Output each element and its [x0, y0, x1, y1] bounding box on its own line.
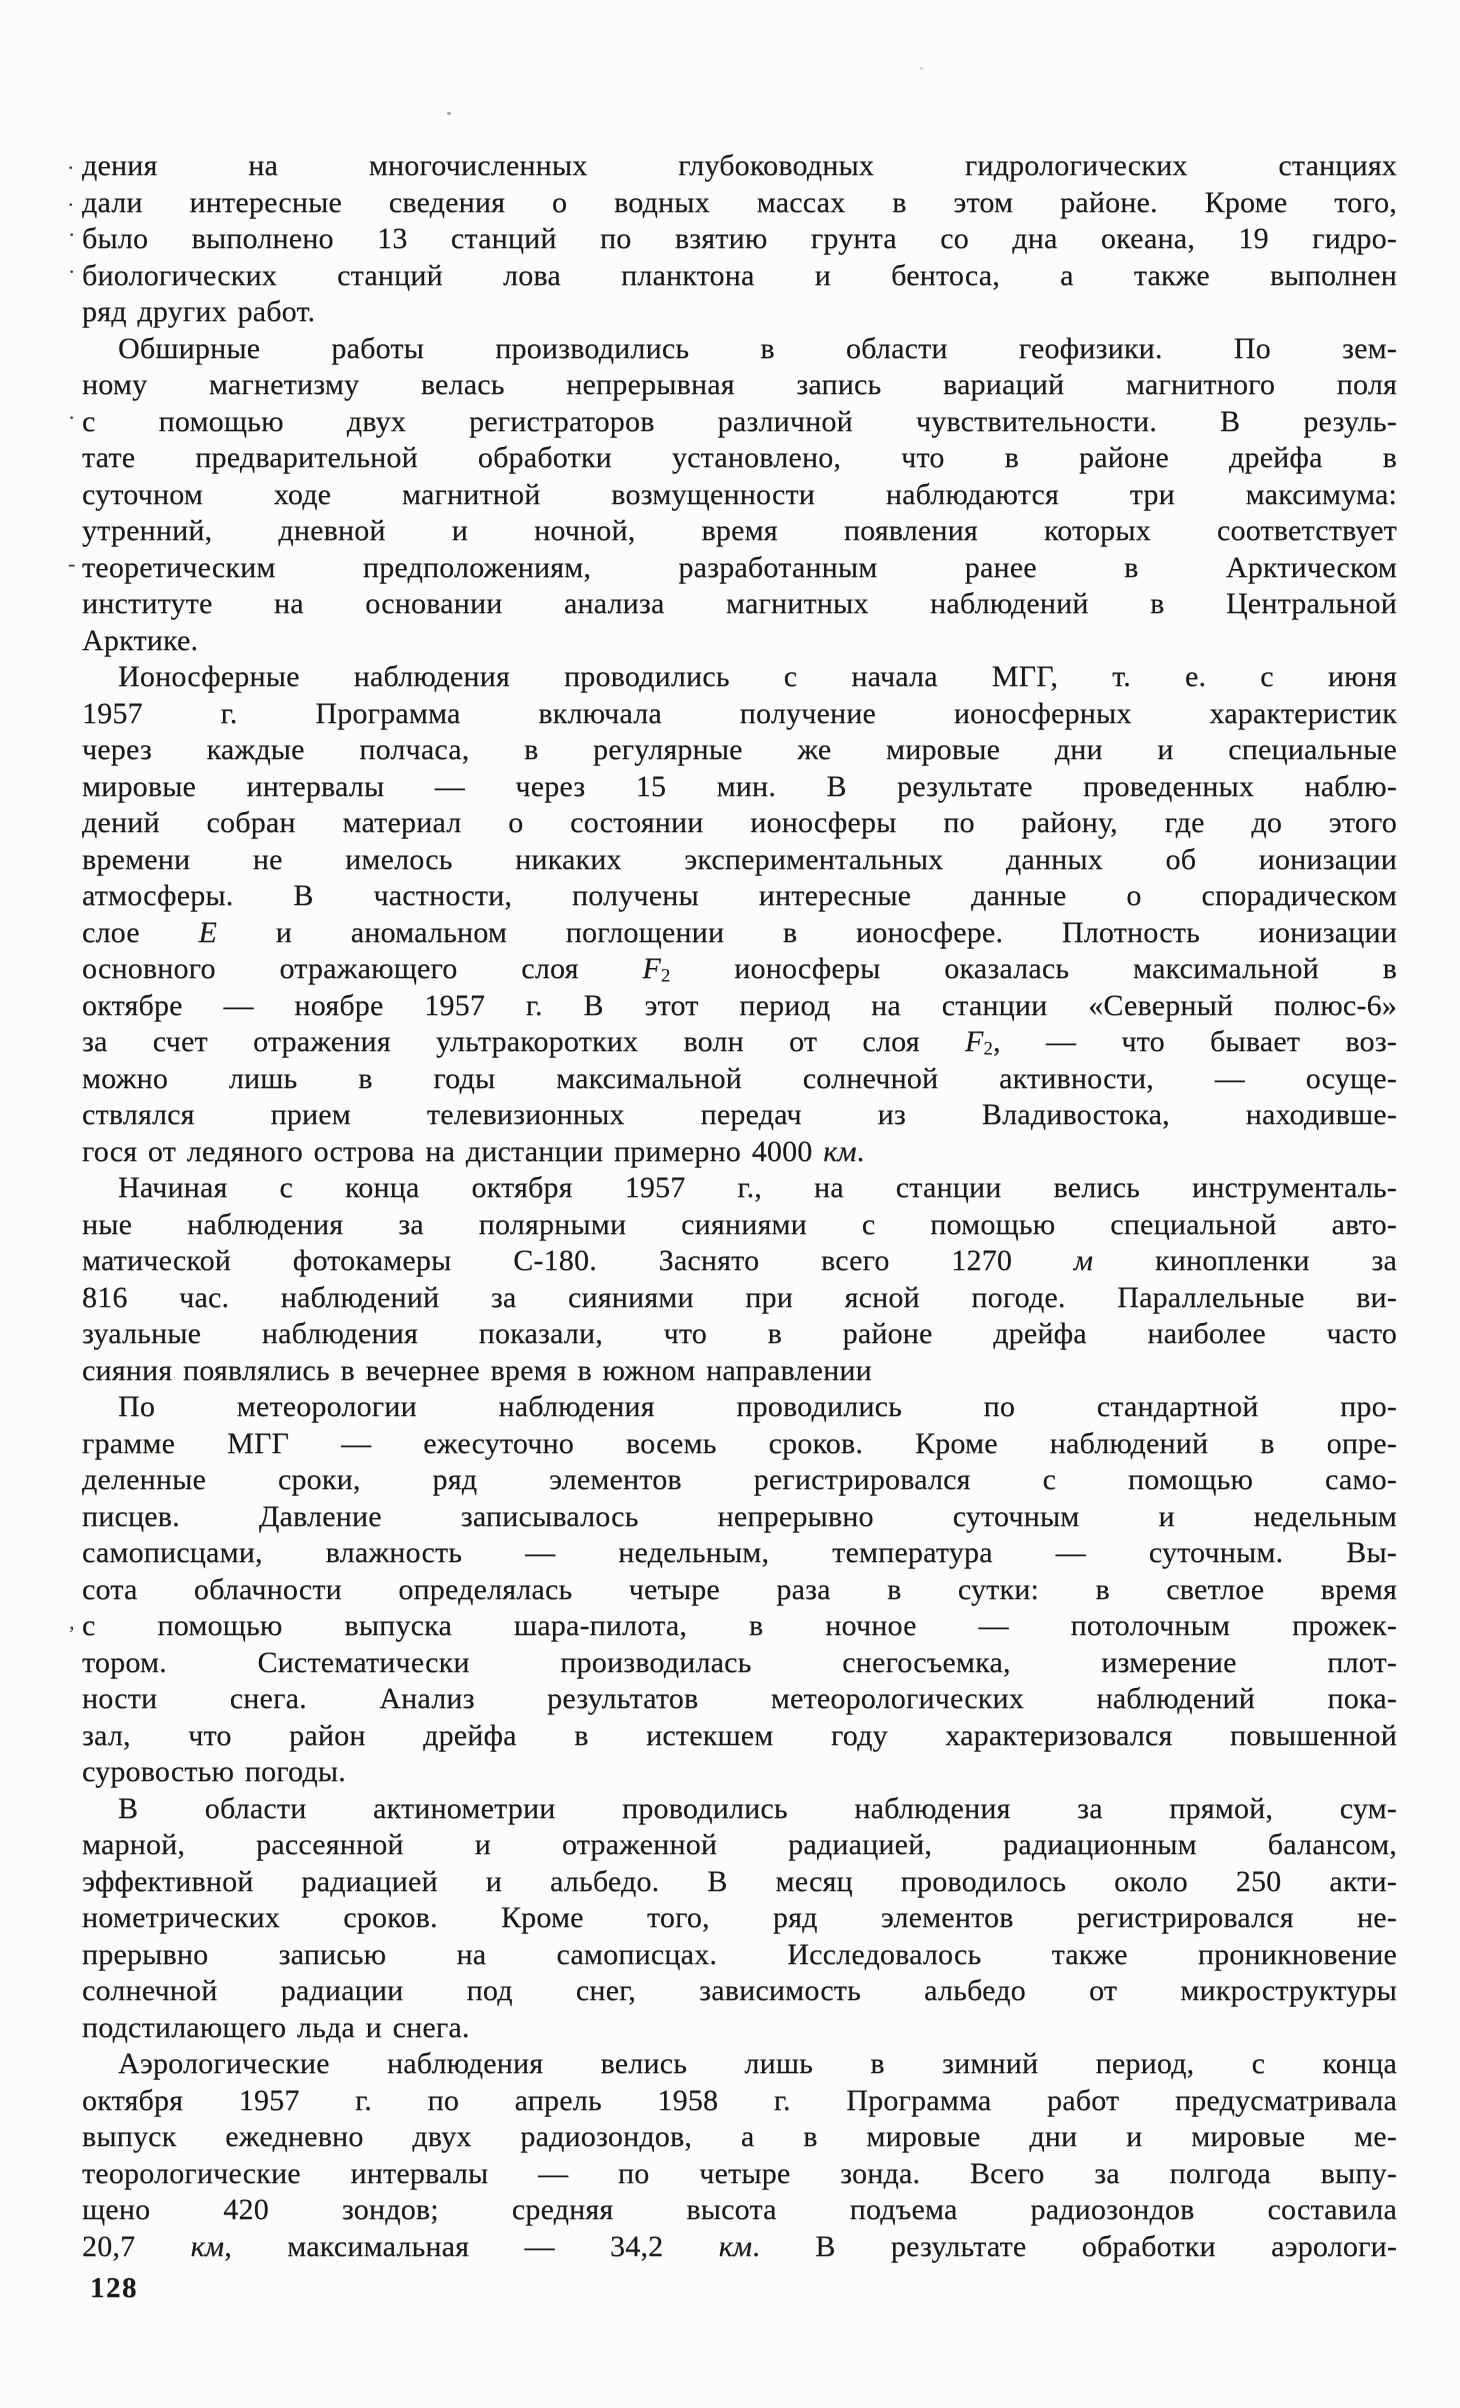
- text-line: [82, 769, 1397, 806]
- text-line: [82, 2192, 1397, 2229]
- text-line: [68, 550, 1397, 587]
- text-segment: биологических станций лова планктона и бентоса, а также выполнен: [82, 258, 1397, 292]
- text-segment: 20,7: [82, 2229, 191, 2263]
- text-segment: км: [190, 2229, 225, 2263]
- text-line: [82, 1243, 1397, 1280]
- text-segment: теоретическим предположениям, разработанным ранее в Арктическом: [82, 550, 1397, 584]
- text-line: [82, 2156, 1397, 2193]
- text-line: [82, 805, 1397, 842]
- text-segment: Ионосферные наблюдения проводились с начала МГГ, т. е. с июня: [118, 660, 1397, 693]
- scan-speck: [447, 112, 451, 115]
- text-segment: с помощью выпуска шара-пилота, в ночное — потолочным прожек-: [82, 1609, 1397, 1642]
- text-line: [82, 1061, 1397, 1098]
- text-line: [82, 1864, 1397, 1901]
- text-line: [82, 2229, 1397, 2266]
- text-line: [82, 878, 1397, 915]
- text-line: [82, 696, 1397, 733]
- scan-mark: .: [68, 185, 74, 211]
- text-segment: времени не имелось никаких экспериментальных данных об ионизации: [82, 842, 1397, 876]
- text-segment: подстилающего льда и снега.: [82, 2010, 470, 2044]
- text-segment: с помощью двух регистраторов различной чувствительности. В резуль-: [82, 404, 1397, 438]
- text-line: [82, 915, 1397, 952]
- text-segment: В области актинометрии проводились наблюдения за прямой, сум-: [118, 1791, 1397, 1825]
- text-segment: суровостью погоды.: [82, 1755, 346, 1788]
- scan-mark: ·: [68, 258, 76, 284]
- text-segment: сота облачности определялась четыре раза в сутки: в светлое время: [82, 1572, 1397, 1606]
- text-segment: и аномальном поглощении в ионосфере. Плотность ионизации: [217, 915, 1397, 949]
- text-line: [82, 513, 1397, 550]
- text-segment: самописцами, влажность — недельным, температура — суточным. Вы-: [82, 1536, 1397, 1569]
- scan-mark: ·: [68, 222, 76, 247]
- text-line: [82, 1280, 1397, 1317]
- text-segment: суточном ходе магнитной возмущенности наблюдаются три максимума:: [82, 477, 1397, 511]
- text-line: [82, 367, 1397, 404]
- text-segment: сияния появлялись в вечернее время в южном направлении: [82, 1353, 872, 1387]
- text-segment: ионосферы оказалась максимальной в: [670, 952, 1397, 985]
- page-number: 128: [90, 2272, 138, 2304]
- document-body: [68, 148, 1398, 2265]
- text-segment: кинопленки за: [1093, 1244, 1397, 1277]
- text-segment: Обширные работы производились в области геофизики. По зем-: [118, 331, 1397, 365]
- text-segment: дали интересные сведения о водных массах в этом районе. Кроме того,: [82, 185, 1397, 219]
- text-segment: мировые интервалы — через 15 мин. В результате проведенных наблю-: [82, 769, 1397, 803]
- text-segment: ствлялся прием телевизионных передач из Владивостока, находивше-: [82, 1098, 1397, 1131]
- text-line: [82, 1827, 1397, 1864]
- text-line: [82, 732, 1397, 769]
- text-line: [82, 1316, 1397, 1353]
- text-segment: , максимальная — 34,2: [224, 2229, 719, 2263]
- text-segment: октября 1957 г. по апрель 1958 г. Программа работ предусматривала: [82, 2083, 1397, 2117]
- text-segment: км: [718, 2229, 753, 2263]
- text-segment: институте на основании анализа магнитных наблюдений в Центральной: [82, 587, 1397, 620]
- text-line: [82, 1791, 1397, 1828]
- text-line: [82, 842, 1397, 879]
- text-segment: атмосферы. В частности, получены интересные данные о спорадическом: [82, 879, 1397, 912]
- text-line: [82, 1535, 1397, 1572]
- scan-mark: ‚: [68, 1609, 76, 1634]
- text-line: [82, 1718, 1397, 1755]
- text-segment: щено 420 зондов; средняя высота подъема радиозондов составила: [82, 2193, 1397, 2226]
- text-segment: 2: [660, 965, 671, 987]
- text-line: [82, 951, 1397, 988]
- text-segment: 816 час. наблюдений за сияниями при ясной погоде. Параллельные ви-: [82, 1280, 1397, 1314]
- text-segment: тате предварительной обработки установлено, что в районе дрейфа в: [82, 441, 1397, 474]
- text-segment: солнечной радиации под снег, зависимость альбедо от микроструктуры: [82, 1974, 1397, 2007]
- text-segment: дений собран материал о состоянии ионосферы по району, где до этого: [82, 806, 1397, 839]
- text-block: [68, 148, 1398, 2305]
- text-segment: писцев. Давление записывалось непрерывно суточным и недельным: [82, 1499, 1397, 1533]
- text-segment: грамме МГГ — ежесуточно восемь сроков. Кроме наблюдений в опре-: [82, 1426, 1397, 1460]
- text-segment: утренний, дневной и ночной, время появления которых соответствует: [82, 514, 1397, 547]
- text-line: [68, 1608, 1397, 1645]
- text-segment: F: [642, 952, 661, 985]
- text-segment: F: [964, 1025, 984, 1058]
- text-segment: было выполнено 13 станций по взятию грунта со дна океана, 19 гидро-: [82, 222, 1397, 255]
- text-segment: зуальные наблюдения показали, что в районе дрейфа наиболее часто: [82, 1317, 1397, 1350]
- text-line: [82, 1134, 1397, 1171]
- text-line: [82, 1462, 1397, 1499]
- text-segment: 2: [983, 1038, 994, 1060]
- text-segment: ряд других работ.: [82, 295, 316, 328]
- text-line: [82, 1024, 1397, 1061]
- text-segment: теорологические интервалы — по четыре зонда. Всего за полгода выпу-: [82, 2156, 1397, 2190]
- text-segment: дения на многочисленных глубоководных гидрологических станциях: [82, 149, 1397, 182]
- text-segment: нометрических сроков. Кроме того, ряд элементов регистрировался не-: [82, 1901, 1397, 1934]
- text-segment: марной, рассеянной и отраженной радиацией, радиационным балансом,: [82, 1828, 1397, 1861]
- text-segment: тором. Систематически производилась снегосъемка, измерение плот-: [82, 1645, 1397, 1679]
- text-line: [82, 1937, 1397, 1974]
- text-segment: м: [1073, 1244, 1094, 1277]
- text-line: [82, 1426, 1397, 1463]
- scan-mark: ·: [68, 404, 76, 430]
- text-segment: деленные сроки, ряд элементов регистрировался с помощью само-: [82, 1463, 1397, 1496]
- text-line: [82, 1754, 1397, 1791]
- text-line: [82, 659, 1397, 696]
- text-line: [68, 221, 1397, 258]
- text-line: [82, 988, 1397, 1025]
- text-line: [82, 477, 1397, 514]
- text-line: [82, 2083, 1397, 2120]
- text-line: [82, 1973, 1397, 2010]
- text-line: [82, 2119, 1397, 2156]
- text-segment: зал, что район дрейфа в истекшем году характеризовался повышенной: [82, 1718, 1397, 1752]
- text-segment: эффективной радиацией и альбедо. В месяц проводилось около 250 акти-: [82, 1864, 1397, 1898]
- text-line: [82, 331, 1397, 368]
- text-segment: . В результате обработки аэрологи-: [752, 2229, 1398, 2263]
- text-line: [82, 1645, 1397, 1682]
- text-line: [82, 2010, 1397, 2047]
- text-line: [68, 404, 1397, 441]
- text-segment: октябре — ноябре 1957 г. В этот период на станции «Северный полюс-6»: [82, 988, 1397, 1022]
- text-segment: основного отражающего слоя: [82, 952, 643, 985]
- text-line: [82, 1207, 1397, 1244]
- text-segment: км: [823, 1134, 857, 1168]
- text-line: [68, 258, 1397, 295]
- text-line: [82, 1900, 1397, 1937]
- text-line: [82, 294, 1397, 331]
- text-segment: , — что бывает воз-: [993, 1025, 1397, 1058]
- text-line: [68, 185, 1397, 222]
- text-segment: Арктике.: [82, 623, 199, 657]
- text-segment: выпуск ежедневно двух радиозондов, а в мировые дни и мировые ме-: [82, 2120, 1397, 2153]
- text-segment: прерывно записью на самописцах. Исследовалось также проникновение: [82, 1937, 1397, 1971]
- scan-mark: .: [68, 149, 74, 174]
- text-line: [82, 1353, 1397, 1390]
- text-segment: за счет отражения ультракоротких волн от слоя: [82, 1025, 965, 1058]
- text-line: [82, 2046, 1397, 2083]
- text-segment: ности снега. Анализ результатов метеорологических наблюдений пока-: [82, 1682, 1397, 1715]
- text-segment: .: [856, 1134, 865, 1168]
- text-segment: гося от ледяного острова на дистанции примерно 4000: [82, 1134, 824, 1168]
- text-segment: 1957 г. Программа включала получение ионосферных характеристик: [82, 696, 1397, 730]
- text-segment: ному магнетизму велась непрерывная запись вариаций магнитного поля: [82, 368, 1397, 401]
- text-segment: ные наблюдения за полярными сияниями с помощью специальной авто-: [82, 1207, 1397, 1241]
- text-line: [82, 1681, 1397, 1718]
- text-segment: По метеорологии наблюдения проводились по стандартной про-: [118, 1390, 1397, 1423]
- text-segment: слое: [82, 915, 199, 949]
- text-line: [82, 1389, 1397, 1426]
- scan-mark: -: [68, 550, 76, 576]
- text-segment: Аэрологические наблюдения велись лишь в зимний период, с конца: [118, 2047, 1397, 2080]
- scan-speck: [920, 67, 923, 70]
- text-line: [82, 623, 1397, 660]
- text-line: [82, 1170, 1397, 1207]
- text-segment: можно лишь в годы максимальной солнечной активности, — осуще-: [82, 1061, 1397, 1095]
- text-segment: матической фотокамеры С-180. Заснято всего 1270: [82, 1244, 1074, 1277]
- text-segment: через каждые полчаса, в регулярные же мировые дни и специальные: [82, 733, 1397, 766]
- text-line: [82, 1097, 1397, 1134]
- text-line: [82, 586, 1397, 623]
- text-line: [82, 440, 1397, 477]
- text-line: [82, 1572, 1397, 1609]
- text-segment: Е: [198, 915, 218, 949]
- text-line: [82, 1499, 1397, 1536]
- text-segment: Начиная с конца октября 1957 г., на станции велись инструменталь-: [118, 1171, 1397, 1204]
- text-line: [68, 148, 1397, 185]
